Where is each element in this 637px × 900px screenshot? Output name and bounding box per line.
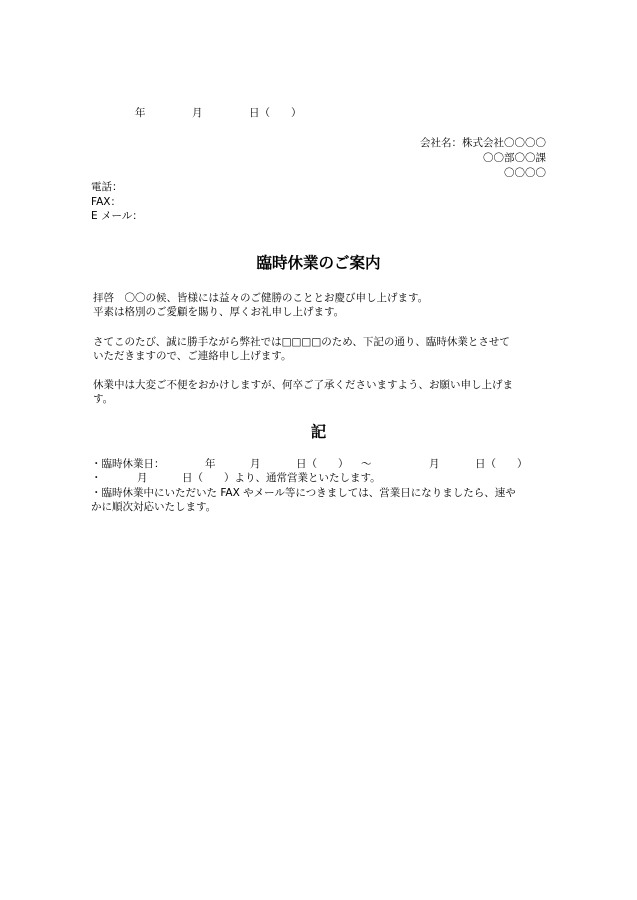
period-start-month: 月 [250,458,261,470]
note-line-1: ・臨時休業中にいただいた FAX やメール等につきましては、営業日になりましたら、速や [91,487,516,499]
note-paragraph [91,486,551,514]
greeting-line-2: 平素は格別のご愛顧を賜り、厚くお礼申し上げます。 [93,306,345,318]
contact-email: E メール： [91,210,143,222]
contact-fax: FAX： [91,196,121,208]
period-end-month: 月 [429,458,440,470]
resume-month: 月 [137,472,148,484]
body-paragraph-1 [93,335,553,363]
note-line-2: かに順次対応いたします。 [91,501,217,513]
period-start-day: 日（ ） [296,458,349,470]
holiday-label: ・臨時休業日： [91,458,165,470]
contact-phone: 電話： [91,181,123,193]
date-day: 日（ ） [249,107,302,119]
body2-line-2: す。 [93,393,114,405]
body1-line-2: いただきますので、ご連絡申し上げます。 [93,350,292,362]
resume-bullet: ・ [91,472,102,484]
body-paragraph-2 [93,378,553,406]
period-tilde: ～ [361,458,372,470]
date-month: 月 [192,107,203,119]
sender-person: 〇〇〇〇 [504,167,546,179]
sender-company: 会社名：株式会社〇〇〇〇 [420,137,546,149]
body2-line-1: 休業中は大変ご不便をおかけしますが、何卒ご了承くださいますよう、お願い申し上げま [93,379,513,391]
sender-department: 〇〇部〇〇課 [483,152,546,164]
body1-line-1: さてこのたび、誠に勝手ながら弊社では□□□□のため、下記の通り、臨時休業とさせて [93,336,510,348]
ki-heading: 記 [310,423,327,441]
period-end-day: 日（ ） [475,458,528,470]
date-year: 年 [135,107,146,119]
resume-day-text: 日（ ）より、通常営業といたします。 [182,472,381,484]
period-start-year: 年 [205,458,216,470]
greeting-paragraph [93,291,553,319]
greeting-line-1: 拝啓 〇〇の候、皆様には益々のご健勝のこととお慶び申し上げます。 [93,292,429,304]
document-title: 臨時休業のご案内 [256,254,381,272]
